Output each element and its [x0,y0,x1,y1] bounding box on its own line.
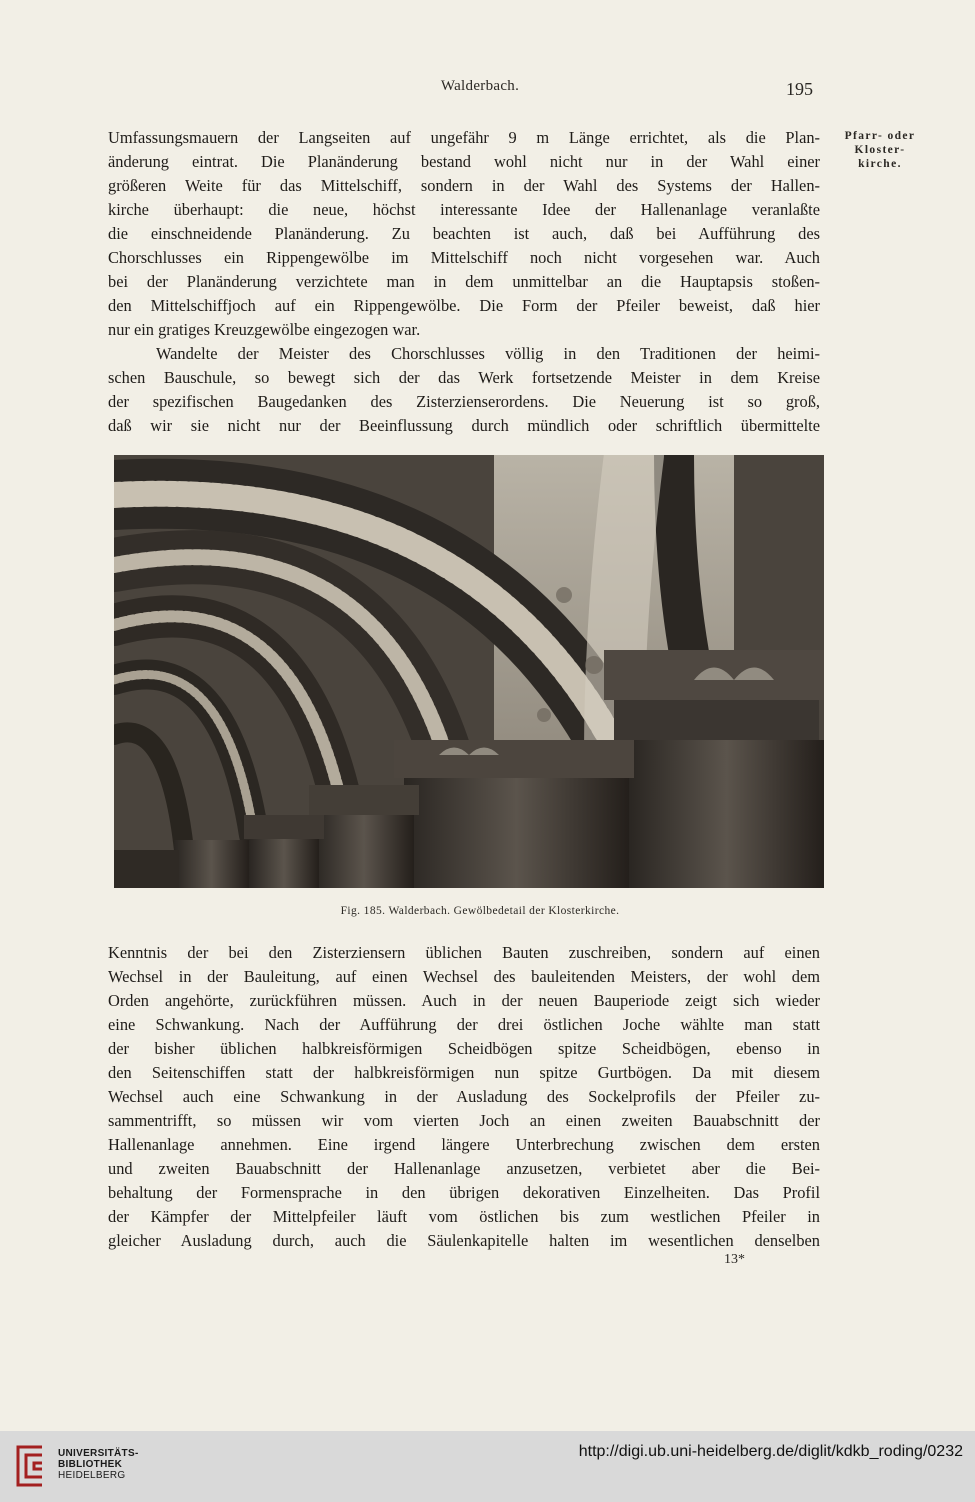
text-line: Wechsel auch eine Schwankung in der Ausladung des Sockelprofils der Pfeiler zu- [108,1087,820,1106]
margin-note-line: kirche. [858,158,902,170]
library-logo-icon [12,1443,52,1489]
footer-bar [0,1431,975,1502]
body-text-top [108,126,820,438]
signature-mark: 13* [724,1252,745,1267]
text-line: bei der Planänderung verzichtete man in dem unmittelbar an die Hauptapsis stoßen- [108,272,820,291]
text-line: die einschneidende Planänderung. Zu beachten ist auch, daß bei Aufführung des [108,224,820,243]
text-line: Umfassungsmauern der Langseiten auf ungefähr 9 m Länge errichtet, als die Plan- [108,128,820,147]
text-line: behaltung der Formensprache in den übrigen dekorativen Einzelheiten. Das Profil [108,1183,820,1202]
body-text-bottom [108,941,820,1253]
margin-note-line: Pfarr- oder [844,130,916,142]
text-line: Orden angehörte, zurückführen müssen. Auch in der neuen Bauperiode zeigt sich wieder [108,991,820,1010]
text-line: sammentrifft, so müssen wir vom vierten Joch an einen zweiten Bauabschnitt der [108,1111,820,1130]
text-line: änderung eintrat. Die Planänderung bestand wohl nicht nur in der Wahl einer [108,152,820,171]
library-name [58,1448,139,1481]
text-line: Hallenanlage annehmen. Eine irgend längere Unterbrechung zwischen dem ersten [108,1135,820,1154]
margin-note-line: Kloster- [854,144,906,156]
margin-note [830,129,930,171]
library-name-line: HEIDELBERG [58,1470,126,1481]
text-line: Wechsel in der Bauleitung, auf einen Wechsel des bauleitenden Meisters, der wohl dem [108,967,820,986]
text-line: den Mittelschiffjoch auf ein Rippengewölbe. Die Form der Pfeiler beweist, daß hier [108,296,820,315]
text-line: Wandelte der Meister des Chorschlusses völlig in den Traditionen der heimi- [156,344,820,363]
text-line: nur ein gratiges Kreuzgewölbe eingezogen war. [108,320,421,339]
text-line: daß wir sie nicht nur der Beeinflussung durch mündlich oder schriftlich übermittelte [108,416,820,435]
running-head: Walderbach. [440,78,520,94]
vault-photograph [114,455,824,888]
text-line: den Seitenschiffen statt der halbkreisförmigen nun spitze Gurtbögen. Da mit diesem [108,1063,820,1082]
text-line: gleicher Ausladung durch, auch die Säulenkapitelle halten im wesentlichen denselben [108,1231,820,1250]
text-line: und zweiten Bauabschnitt der Hallenanlage anzusetzen, verbietet aber die Bei- [108,1159,820,1178]
text-line: schen Bauschule, so bewegt sich der das Werk fortsetzende Meister in dem Kreise [108,368,820,387]
figure-caption: Fig. 185. Walderbach. Gewölbedetail der Klosterkirche. [340,905,620,917]
text-line: Kenntnis der bei den Zisterziensern üblichen Bauten zuschreiben, sondern auf einen [108,943,820,962]
text-line: größeren Weite für das Mittelschiff, sondern in der Wahl des Systems der Hallen- [108,176,820,195]
text-line: der spezifischen Baugedanken des Zisterzienserordens. Die Neuerung ist so groß, [108,392,820,411]
text-line: der Kämpfer der Mittelpfeiler läuft vom östlichen bis zum westlichen Pfeiler in [108,1207,820,1226]
text-line: Chorschlusses ein Rippengewölbe im Mittelschiff noch nicht vorgesehen war. Auch [108,248,820,267]
text-line: eine Schwankung. Nach der Aufführung der drei östlichen Joche wählte man statt [108,1015,820,1034]
text-line: der bisher üblichen halbkreisförmigen Scheidbögen spitze Scheidbögen, ebenso in [108,1039,820,1058]
library-name-line: BIBLIOTHEK [58,1459,123,1470]
text-line: kirche überhaupt: die neue, höchst interessante Idee der Hallenanlage veranlaßte [108,200,820,219]
library-name-line: UNIVERSITÄTS- [58,1448,139,1459]
permalink-url[interactable]: http://digi.ub.uni-heidelberg.de/diglit/kdkb_roding/0232 [578,1443,963,1460]
page-number: 195 [786,79,813,99]
